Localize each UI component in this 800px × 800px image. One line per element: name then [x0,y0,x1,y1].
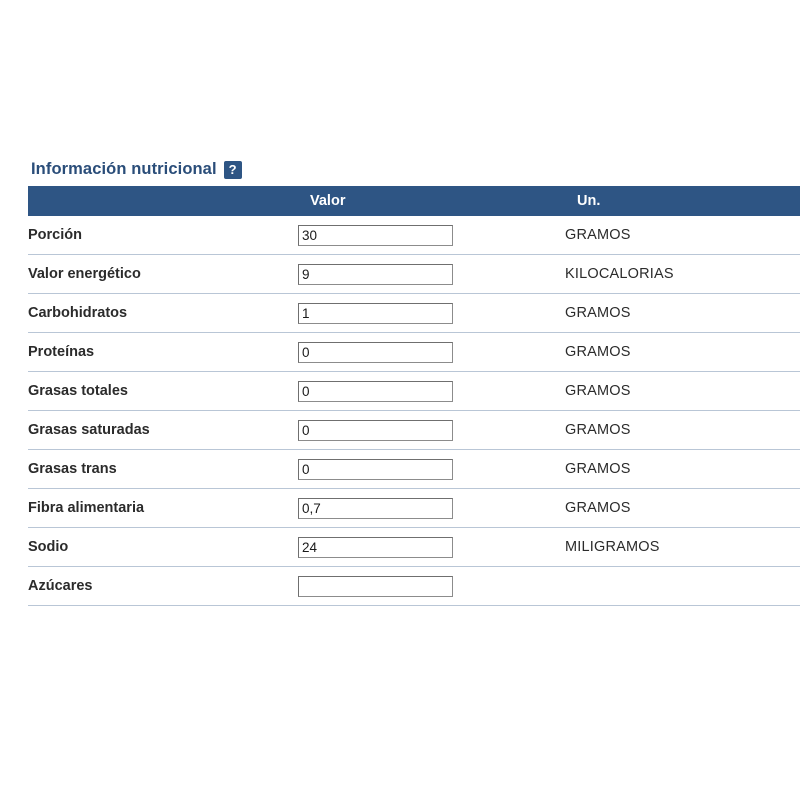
nutrient-value-cell [298,489,565,528]
nutrient-label: Grasas saturadas [28,411,298,450]
table-row [28,567,800,606]
nutrient-unit: GRAMOS [565,372,800,411]
nutrient-label: Carbohidratos [28,294,298,333]
nutrient-value-input[interactable] [298,420,453,441]
nutrient-value-cell [298,255,565,294]
nutrient-label: Grasas totales [28,372,298,411]
nutrient-unit: MILIGRAMOS [565,528,800,567]
nutrient-unit: GRAMOS [565,450,800,489]
nutrient-value-input[interactable] [298,498,453,519]
nutrient-value-input[interactable] [298,576,453,597]
nutrient-label: Proteínas [28,333,298,372]
table-body [28,216,800,606]
table-header-row [28,186,800,216]
nutrient-unit: GRAMOS [565,333,800,372]
nutrient-label: Porción [28,216,298,255]
column-header-unit: Un. [565,186,800,216]
nutrient-value-cell [298,333,565,372]
nutrient-unit: GRAMOS [565,411,800,450]
page-title: Información nutricional [31,160,217,178]
nutrient-value-input[interactable] [298,459,453,480]
nutrient-value-cell [298,294,565,333]
table-header [28,186,800,216]
table-row [28,450,800,489]
nutrient-value-cell [298,411,565,450]
nutrient-value-cell [298,216,565,255]
column-header-value: Valor [298,186,565,216]
nutrient-unit: KILOCALORIAS [565,255,800,294]
column-header-label [28,186,298,216]
table-row [28,333,800,372]
question-mark-icon[interactable]: ? [224,161,242,179]
nutrient-value-input[interactable] [298,381,453,402]
nutrient-value-input[interactable] [298,537,453,558]
nutrient-value-cell [298,372,565,411]
nutrient-unit [565,567,800,606]
nutrient-label: Sodio [28,528,298,567]
table-row [28,294,800,333]
nutrient-value-cell [298,567,565,606]
nutrient-value-input[interactable] [298,303,453,324]
nutrient-unit: GRAMOS [565,489,800,528]
nutrition-panel [28,160,776,606]
nutrient-label: Azúcares [28,567,298,606]
table-row [28,255,800,294]
section-header [28,160,776,179]
nutrient-label: Grasas trans [28,450,298,489]
nutrient-value-cell [298,528,565,567]
nutrient-label: Fibra alimentaria [28,489,298,528]
nutrient-value-input[interactable] [298,264,453,285]
table-row [28,411,800,450]
table-row [28,372,800,411]
table-row [28,216,800,255]
nutrient-unit: GRAMOS [565,216,800,255]
nutrition-table [28,186,800,606]
table-row [28,489,800,528]
nutrient-value-input[interactable] [298,225,453,246]
nutrient-value-cell [298,450,565,489]
nutrient-value-input[interactable] [298,342,453,363]
nutrient-label: Valor energético [28,255,298,294]
nutrient-unit: GRAMOS [565,294,800,333]
table-row [28,528,800,567]
